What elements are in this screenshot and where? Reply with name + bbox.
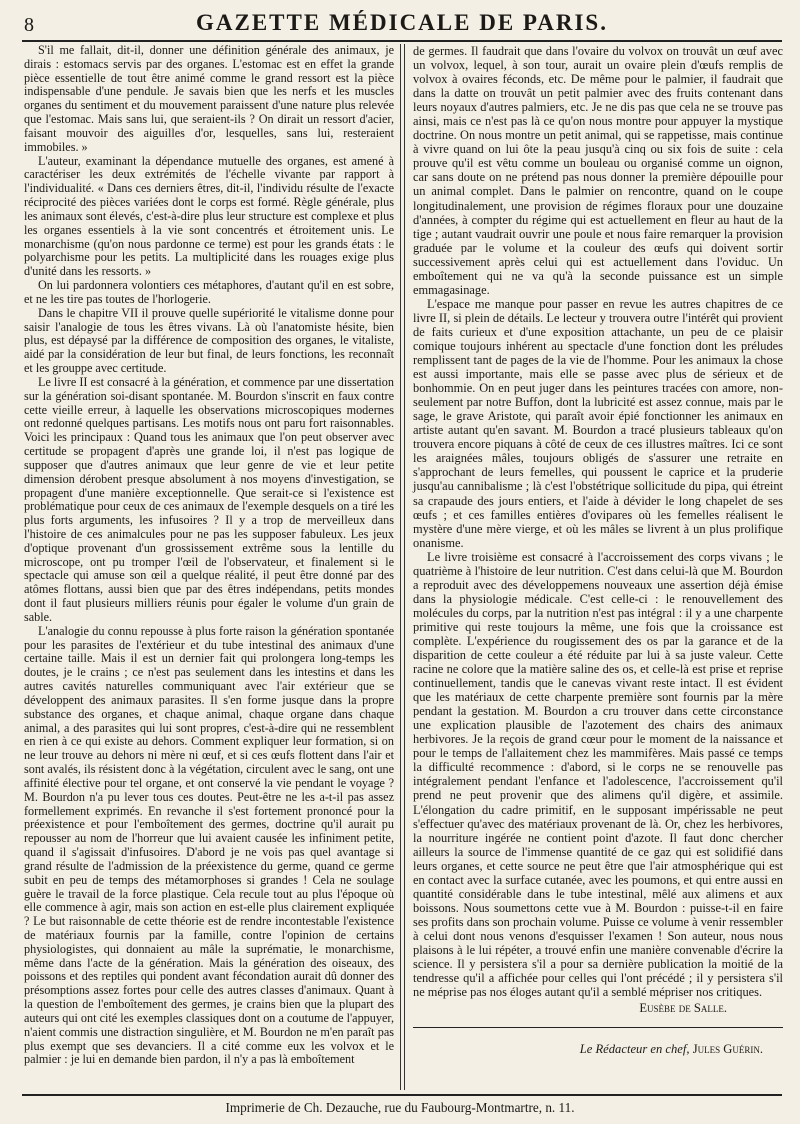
right-column — [413, 44, 783, 1056]
page-number: 8 — [24, 14, 34, 36]
signature-rule — [413, 1027, 783, 1028]
paragraph: L'auteur, examinant la dépendance mutuelle des organes, est amené à caractériser les deux extrémités de l'échelle vivante par rapport à l'individualité. « Dans ces derniers êtres, dit-il, l'individu résulte de l'exacte réciprocité des pièces variées dont le corps est formé. Règle générale, plus les animaux sont élevés, c'est-à-dire plus leur structure est complexe et plus les organes essentiels à la vie sont concentrés et étroitement unis. Le monarchisme (qu'on nous pardonne ce terme) est pour les grands états : le polyarchisme pour les petits. La multiplicité dans les rouages exige plus d'unité dans les ressorts. » — [24, 153, 394, 279]
paragraph: de germes. Il faudrait que dans l'ovaire du volvox on trouvât un œuf avec un volvox, lequel, à son tour, aurait un ovaire plein d'œufs remplis de volvox à ovaires féconds, etc. De même pour le palmier, il faudrait que dans la datte on trouvât un petit palmier avec des fruits contenant dans leurs noyaux d'autres palmiers, etc. Je ne dis pas que cela ne se trouve pas ainsi, mais ce n'est pas là ce qu'on nous montre pour appuyer la mystique doctrine. On nous montre un petit animal, qui se rappetisse, mais continue à vivre quand on lui ôte la peau jusqu'à cinq ou six fois de suite : cela prouve qu'il est vêtu comme un bouleau ou organisé comme un oignon, car sans doute on ne prétend pas nous donner la première dépouille pour un animal complet. Dans le palmier on rencontre, quand on le coupe longitudinalement, une provision de régimes floraux pour une douzaine d'années, à compter du régime qui est actuellement en fleur au haut de la tige ; autant vaudrait ouvrir une poule et nous faire remarquer la provision graduée par le volume et la couleur des œufs qui doivent sortir successivement après celui qui est actuellement dans l'oviduc. Un emboîtement qui ne va qu'à la seconde puissance est un simple emmagasinage. — [413, 44, 783, 297]
author-signature: Eusèbe de Salle. — [639, 1001, 727, 1016]
editor-credit — [413, 1042, 783, 1056]
paragraph: Le livre II est consacré à la génération, et commence par une dissertation sur la génération soi-disant spontanée. M. Bourdon s'inscrit en faux contre cette vieille erreur, à laquelle les observations microscopiques modernes ont redonné quelques partisans. Les motifs nous ont paru fort raisonnables. Voici les principaux : Quand tous les animaux que l'on peut observer avec certitude se propagent d'après une grande loi, il n'est pas logique de supposer que d'autres animaux que leur genre de vie et leur petite dimension dérobent presque absolument à nos moyens d'investigation, se propagent d'une manière exceptionnelle. Que serait-ce si l'existence est problématique pour ceux de ces animaux de l'exemple desquels on a tiré les plus forts arguments, les infusoires ? Il y a trop de merveilleux dans l'histoire de ces animalcules pour ne pas les supposer fabuleux. Les jeux d'optique provenant d'un grossissement extrême sous la lentille du microscope, ont pu tromper l'œil de l'observateur, et finalement si le spectacle qui amuse son œil a quelque réalité, il peut être donné par des atômes flottans, aussi bien que par des êtres indépendans, petits mondes dont il faut plusieurs milliers réunis pour égaler le volume d'un grain de sable. — [24, 374, 394, 624]
journal-title: GAZETTE MÉDICALE DE PARIS. — [196, 10, 608, 35]
page-header — [22, 6, 782, 42]
paragraph: Dans le chapitre VII il prouve quelle supériorité le vitalisme donne pour saisir l'analogie de tous les êtres vivans. Là où l'anatomiste hésite, bien plus, est dépaysé par la différence de composition des organes, le vitaliste, aidé par la considération de leur but final, de leurs fonctions, les reconnaît et les grouppe avec certitude. — [24, 305, 394, 376]
paragraph: Le livre troisième est consacré à l'accroissement des corps vivans ; le quatrième à l'histoire de leur nutrition. C'est dans celui-là que M. Bourdon a reproduit avec des développemens nouveaux une assertion déjà émise dans la physiologie médicale. C'est celle-ci : le renouvellement des molécules du corps, par la nutrition n'est pas intégral : il y a une charpente primitive qui reste toujours la même, une fois que la croissance est complète. L'expérience du rougissement des os par la garance et de la disparition de cette couleur a été réduite par lui à sa juste valeur. Cette racine ne colore que la matière saline des os, et celle-là est prise et reprise continuellement, tandis que le canevas vivant reste intact. Il est évident que les matériaux de cette charpente première sont fournis par la mère pendant la gestation. M. Bourdon a cru trouver dans cette circonstance une explication plausible de l'azotement des chairs des animaux herbivores. Je la reçois de grand cœur pour le moment de la naissance et pour le temps de l'allaitement chez les mammifères. Mais passé ce temps la difficulté recommence : d'abord, si le corps ne se renouvelle pas intégralement pendant l'enfance et l'adolescence, l'accroissement qu'il prend ne peut provenir que des alimens qu'il digère, et assimile. L'élongation du cadre primitif, en le supposant impérissable ne peut s'effectuer qu'avec des matériaux provenant de là. Or, chez les herbivores, la nourriture ingérée ne contient point d'azote. Il faut donc chercher ailleurs la source de l'immense quantité de ce gaz qui est solidifié dans leurs organes, et cette source ne peut être que l'air atmosphérique qui est en contact avec la surface cutanée, avec les poumons, et qui entre aussi en quantité considérable dans le tube intestinal, mêlé aux alimens et aux boissons. Nous soumettons cette vue à M. Bourdon : puisse-t-il en faire ses profits dans son prochain volume. Puisse ce volume à venir ressembler à celui dont nous venons d'esquisser l'examen ! Son auteur, nous nous plaisons à le lui répéter, a trouvé enfin une manière convenable d'écrire la science. Il y persistera s'il a pour sa dernière publication la moitié de la tendresse qu'il a affichée pour celles qui l'ont précédé ; il y persistera s'il ne méprise pas nos éloges autant qu'il a semblé mépriser nos critiques. — [413, 549, 783, 1000]
paragraph: S'il me fallait, dit-il, donner une définition générale des animaux, je dirais : estomacs servis par des organes. L'estomac est en effet la grande pièce essentielle de tout être animé comme le grand ressort est la pièce indispensable d'une pendule. Je savais bien que les nerfs et les muscles organes du sentiment et du mouvement paraissent d'une nature plus relevée que l'estomac. Mais sans lui, que seraient-ils ? On dirait un ressort d'acier, faisant mouvoir des aiguilles d'or, lesquelles, sans lui, resteraient immobiles. » — [24, 43, 394, 154]
column-divider — [400, 44, 401, 1090]
printer-imprint: Imprimerie de Ch. Dezauche, rue du Faubourg-Montmartre, n. 11. — [225, 1100, 575, 1115]
paragraph: L'analogie du connu repousse à plus forte raison la génération spontanée pour les parasites de l'extérieur et du tube intestinal des animaux d'une certaine taille. Mais il est un dernier fait qui prolongera long-temps les doutes, je le crains ; ce n'est pas seulement dans les intestins et dans les autres cavités naturelles communiquant avec l'air extérieur que se développent des animaux parasites. Il s'en forme jusque dans la propre substance des organes, et chaque animal, chaque organe dans chaque animal, a des parasites qui lui sont propres, c'est-à-dire qui ne ressemblent en rien à ce qui existe au dehors. Comment expliquer leur formation, si on ne leur trouve au dehors ni mère ni œuf, et si ces œufs flottent dans l'air et sont avalés, ils résistent donc à la végétation, circulent avec le sang, ont une affinité élective pour tel organe, et ont conservé la vie pendant le voyage ? M. Bourdon n'a pu lever tous ces doutes. Peut-être ne les a-t-il pas assez formellement exprimés. En revanche il s'est fortement prononcé pour la préexistence et pour l'emboîtement des germes, doctrine qu'il aurait pu repousser au nom de l'horreur que lui avaient causée les infiniment petite, quand il s'agissait d'infusoires. D'abord je ne vois pas quel avantage si grand résulte de l'admission de la préexistence du germe, quand ce germe subit en peu de temps des métamorphoses si grandes ! Cela ne soulage guère le travail de la force plastique. Cela recule tout au plus l'époque où elle commence à agir, mais son action en est-elle plus clairement expliquée ? Le but raisonnable de cette théorie est de rendre incontestable l'existence de matériaux fournis par la famille, contre l'opinion de certains physiologistes, qui donnaient au mâle la suprématie, le monarchisme, même dans l'acte de la génération. Mais la génération des oiseaux, des poissons et des reptiles qui pondent avant fécondation aurait dû donner des présomptions assez fortes pour celle des autres classes d'animaux. Quant à la question de l'emboîtement des germes, je crains bien que la plupart des auteurs qui ont cité les exemples classiques dont on a coutume de l'appuyer, n'aient commis une distraction singulière, et M. Bourdon ne m'en paraît pas plus exempt que ses devanciers. Il a cité comme eux les volvox et le palmier : je lui en demande bien pardon, il n'y a pas là emboîtement — [24, 623, 394, 1067]
column-divider-inner — [404, 44, 405, 1090]
footer-rule — [22, 1094, 782, 1096]
editor-label: Le Rédacteur en chef, — [579, 1042, 690, 1057]
paragraph: L'espace me manque pour passer en revue les autres chapitres de ce livre II, si plein de détails. Le lecteur y trouvera outre l'intérêt qui provient de faits curieux et d'une exposition attachante, un peu de ce plaisir comique toujours inhérent au spectacle d'une fonction dont les préludes remplissent tant de pages de la vie de l'homme. Pour les animaux la chose est aussi importante, mais elle se passe avec plus de sérieux et de bonhommie. On en peut juger dans les peintures tracées con amore, non-seulement par notre Buffon, dont la lubricité est assez connue, mais par le sage, le grave Aristote, qui paraît avoir épié fonctionner les animaux en artiste autant qu'en savant. M. Bourdon a tracé plusieurs tableaux qu'on trouvera encore piquans à côté de ceux de ces illustres maîtres. Ici ce sont les araignées mâles, toujours obligés de s'assurer une retraite en s'approchant de leurs femelles, qui poussent le caprice et la pruderie jusqu'au cannibalisme ; là c'est l'obstétrique sollicitude du pipa, qui étreint sa crapaude des jours entiers, et l'aide à dévider le long chapelet de ses œufs ; et ces familles entières d'ovipares où les femelles réalisent le mystère d'une mère vierge, et où les mâles se livrent à un plus prolifique onanisme. — [413, 296, 783, 550]
editor-name: Jules Guérin. — [692, 1042, 763, 1057]
left-column — [24, 44, 394, 1067]
paragraph: On lui pardonnera volontiers ces métaphores, d'autant qu'il en est sobre, et ne les tire pas toutes de l'horlogerie. — [24, 278, 394, 306]
